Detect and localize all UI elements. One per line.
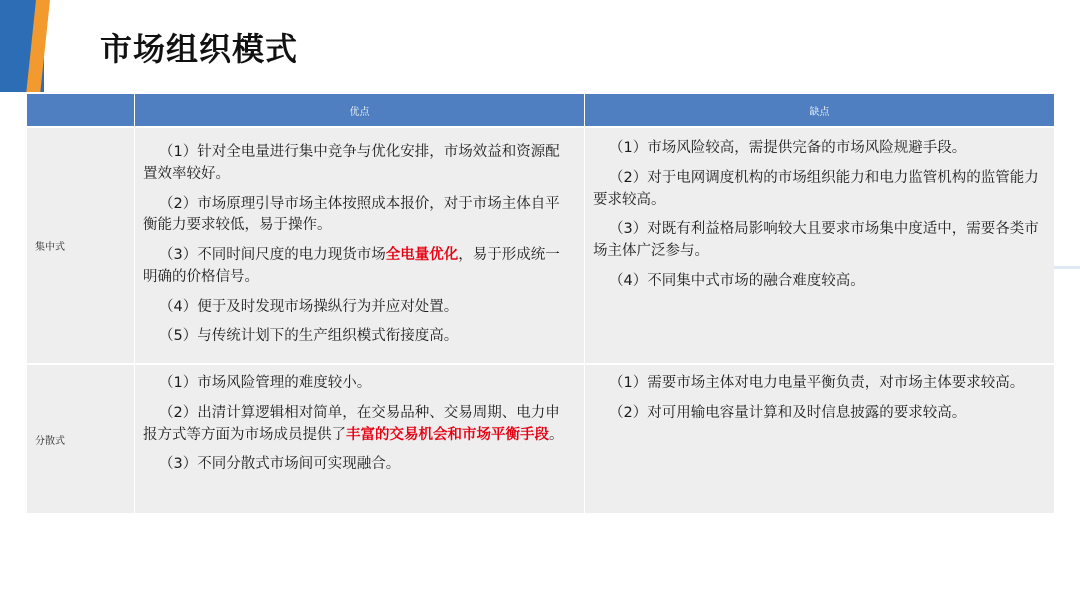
pros-item: （2）市场原理引导市场主体按照成本报价，对于市场主体自平衡能力要求较低，易于操作。 bbox=[143, 195, 560, 234]
right-edge-decoration bbox=[1054, 266, 1080, 269]
cons-item: （1）需要市场主体对电力电量平衡负责，对市场主体要求较高。 bbox=[609, 375, 1025, 391]
pros-item: （1）市场风险管理的难度较小。 bbox=[159, 375, 372, 391]
page-title: 市场组织模式 bbox=[100, 30, 299, 68]
pros-cell-centralized bbox=[135, 126, 585, 363]
header-pros: 优点 bbox=[135, 94, 585, 126]
pros-item bbox=[143, 403, 572, 447]
pros-text: 。 bbox=[549, 426, 564, 443]
table-header-row bbox=[27, 94, 1054, 126]
pros-item: （3）不同分散式市场间可实现融合。 bbox=[159, 456, 401, 473]
row-label-centralized: 集中式 bbox=[27, 126, 135, 363]
pros-item: （4）便于及时发现市场操纵行为并应对处置。 bbox=[159, 298, 459, 315]
table-row-centralized bbox=[27, 126, 1054, 363]
cons-item: （4）不同集中式市场的融合难度较高。 bbox=[609, 272, 865, 289]
pros-item bbox=[143, 245, 572, 289]
table-row-distributed bbox=[27, 363, 1054, 513]
cons-item: （2）对于电网调度机构的市场组织能力和电力监管机构的监管能力要求较高。 bbox=[593, 169, 1039, 208]
cons-cell-centralized bbox=[585, 126, 1054, 363]
pros-item: （1）针对全电量进行集中竞争与优化安排，市场效益和资源配置效率较好。 bbox=[143, 144, 560, 182]
cons-cell-distributed bbox=[585, 363, 1054, 513]
header-empty bbox=[27, 94, 135, 126]
pros-text: （3）不同时间尺度的电力现货市场 bbox=[159, 247, 386, 263]
pros-text: ，易于形成统一明确的价格信号。 bbox=[143, 247, 560, 285]
cons-item: （1）市场风险较高，需提供完备的市场风险规避手段。 bbox=[609, 140, 967, 156]
highlight-text: 全电量优化 bbox=[385, 247, 459, 263]
pros-text: （2）出清计算逻辑相对简单，在交易品种、交易周期、电力申报方式等方面为市场成员提供了 bbox=[143, 404, 560, 443]
pros-cell-distributed bbox=[135, 363, 585, 513]
row-label-distributed: 分散式 bbox=[27, 363, 135, 513]
pros-item: （5）与传统计划下的生产组织模式衔接度高。 bbox=[159, 328, 459, 345]
comparison-table bbox=[27, 94, 1054, 513]
cons-item: （2）对可用输电容量计算和及时信息披露的要求较高。 bbox=[609, 404, 967, 421]
cons-item: （3）对既有利益格局影响较大且要求市场集中度适中，需要各类市场主体广泛参与。 bbox=[593, 221, 1039, 259]
header-cons: 缺点 bbox=[585, 94, 1054, 126]
highlight-text: 丰富的交易机会和市场平衡手段 bbox=[346, 426, 549, 443]
